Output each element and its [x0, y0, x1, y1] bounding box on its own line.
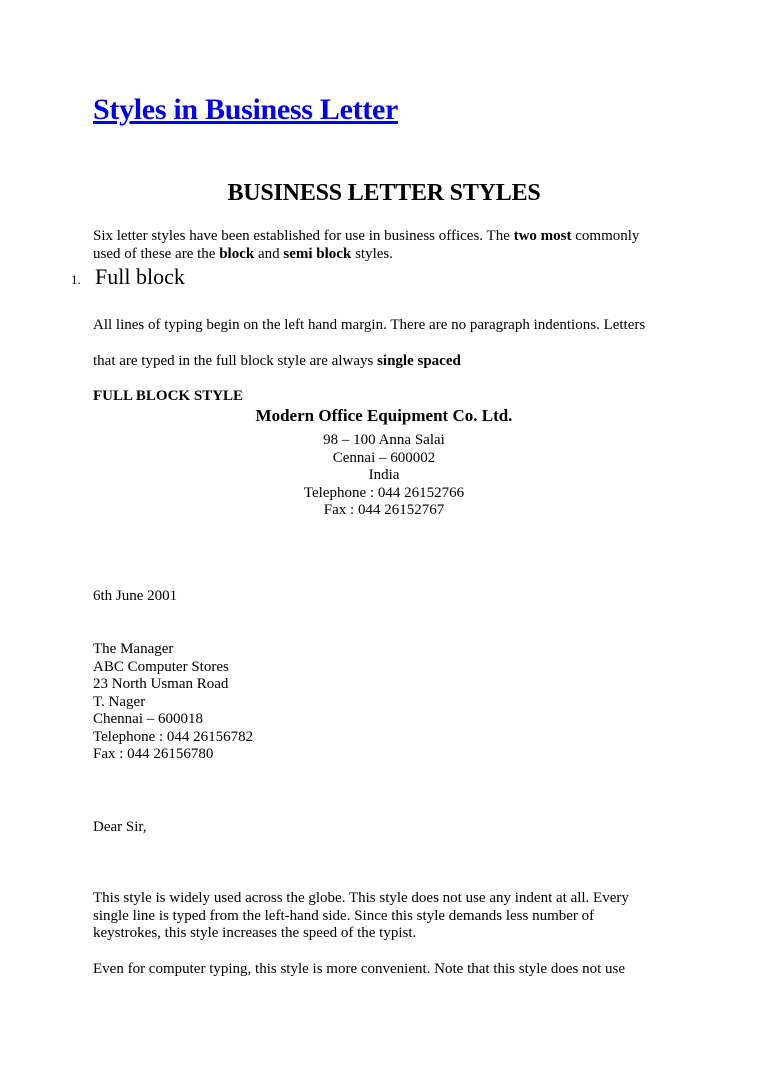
description-line-1: All lines of typing begin on the left hand margin. There are no paragraph indentions. Letters [93, 317, 646, 333]
address-line: ABC Computer Stores [93, 658, 229, 675]
address-line: Telephone : 044 26152766 [303, 484, 465, 501]
example-label: FULL BLOCK STYLE [93, 388, 244, 404]
title-link[interactable]: Styles in Business Letter [93, 93, 399, 126]
address-line: Fax : 044 26152767 [323, 502, 445, 518]
body-paragraph-1 [93, 890, 629, 943]
body-line: single line is typed from the left-hand side. Since this style demands less number of [93, 907, 595, 924]
address-line: Telephone : 044 26156782 [93, 728, 254, 745]
intro-paragraph [93, 228, 639, 263]
address-line: India [368, 467, 400, 483]
salutation: Dear Sir, [93, 819, 147, 835]
address-line: T. Nager [93, 693, 146, 710]
letter-date: 6th June 2001 [93, 588, 178, 604]
address-line: 98 – 100 Anna Salai [323, 432, 445, 448]
company-name: Modern Office Equipment Co. Ltd. [255, 406, 513, 425]
intro-line-2: used of these are the block and semi block styles. [93, 245, 393, 262]
address-line: The Manager [93, 641, 174, 657]
body-line: This style is widely used across the globe. This style does not use any indent at all. Every [93, 890, 629, 906]
section-title: Full block [95, 264, 185, 289]
description-line-2: that are typed in the full block style are always single spaced [93, 353, 461, 369]
sender-address [250, 432, 518, 520]
list-number: 1. [71, 272, 81, 287]
body-paragraph-2 [93, 961, 625, 979]
address-line: Fax : 044 26156780 [93, 746, 214, 762]
recipient-address [93, 641, 253, 764]
address-line: 23 North Usman Road [93, 676, 229, 692]
address-line: Chennai – 600018 [93, 711, 203, 727]
body-line: keystrokes, this style increases the speed of the typist. [93, 925, 417, 941]
page-heading: BUSINESS LETTER STYLES [227, 180, 541, 206]
intro-line-1: Six letter styles have been established for use in business offices. The two most commonly [93, 228, 640, 244]
address-line: Cennai – 600002 [332, 449, 436, 466]
body-line: Even for computer typing, this style is more convenient. Note that this style does not use [93, 961, 625, 977]
